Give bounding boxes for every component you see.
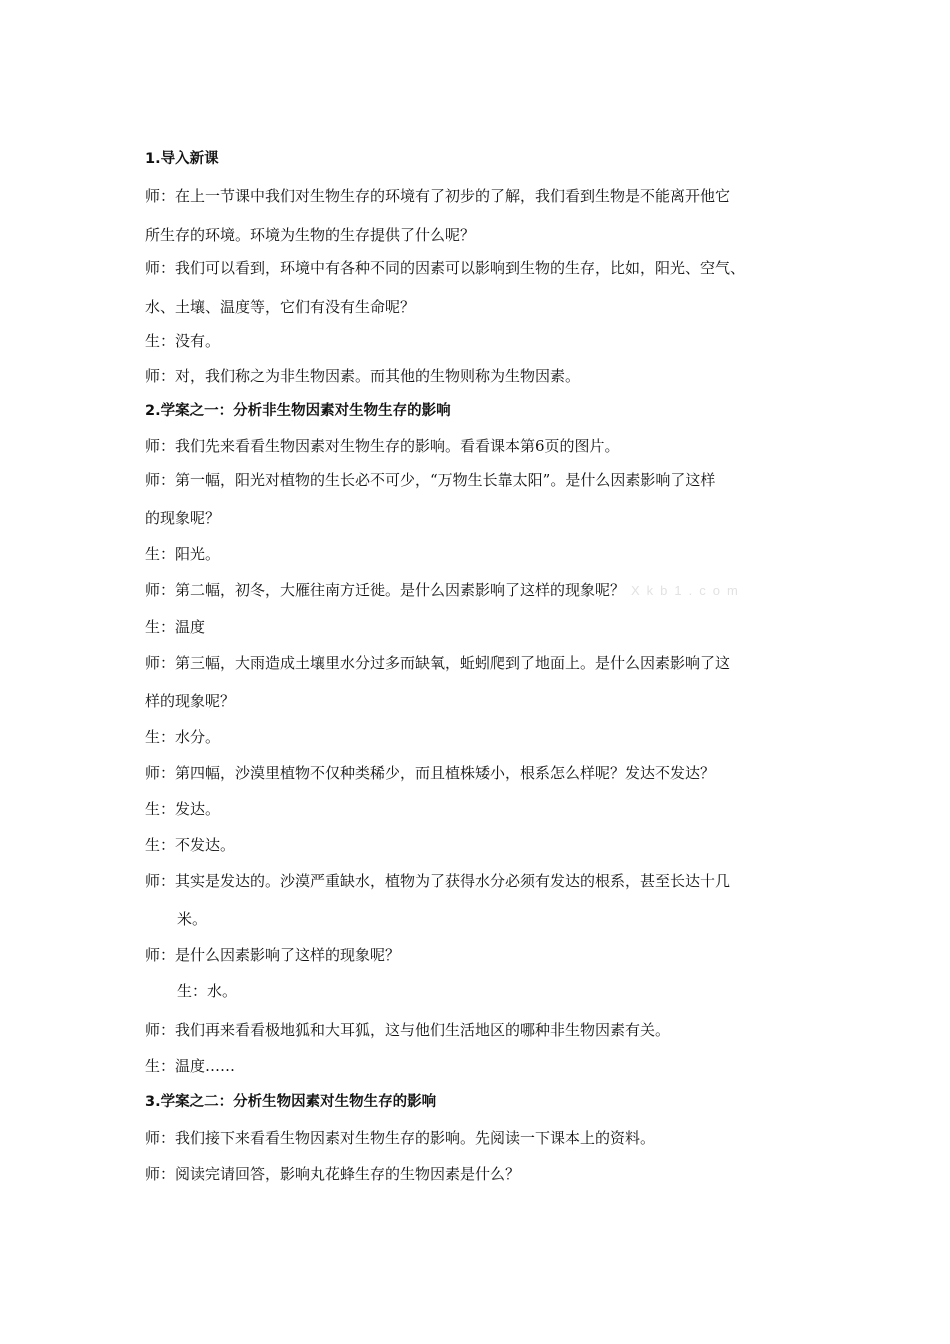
paragraph-line xyxy=(145,1162,810,1186)
line-text: 师：其实是发达的。沙漠严重缺水，植物为了获得水分必须有发达的根系，甚至长达十几 xyxy=(145,872,731,890)
paragraph-line xyxy=(145,223,810,247)
line-text: 生：温度…… xyxy=(145,1057,236,1075)
line-text: 2.学案之一：分析非生物因素对生物生存的影响 xyxy=(145,403,451,419)
watermark-text: Xkb1.com xyxy=(631,583,745,598)
paragraph-line xyxy=(145,468,810,492)
paragraph-line xyxy=(145,761,810,785)
document-body xyxy=(145,147,810,1186)
line-text: 的现象呢？ xyxy=(145,509,221,527)
line-text: 生：阳光。 xyxy=(145,545,221,563)
line-text: 生：发达。 xyxy=(145,800,221,818)
paragraph-line xyxy=(145,797,810,821)
paragraph-line xyxy=(145,364,810,388)
paragraph-line xyxy=(145,689,810,713)
paragraph-line xyxy=(145,542,810,566)
line-text: 师：我们接下来看看生物因素对生物生存的影响。先阅读一下课本上的资料。 xyxy=(145,1129,656,1147)
line-text: 生：不发达。 xyxy=(145,836,236,854)
paragraph-line xyxy=(145,506,810,530)
paragraph-line xyxy=(145,869,810,893)
paragraph-line xyxy=(145,651,810,675)
line-text: 师：第二幅，初冬，大雁往南方迁徙。是什么因素影响了这样的现象呢？ xyxy=(145,581,626,599)
paragraph-line xyxy=(145,295,810,319)
paragraph-line xyxy=(145,979,810,1003)
paragraph-line xyxy=(145,329,810,353)
section-heading xyxy=(145,1090,810,1114)
paragraph-line xyxy=(145,615,810,639)
line-text: 水、土壤、温度等，它们有没有生命呢？ xyxy=(145,298,416,316)
line-text: 师：阅读完请回答，影响丸花蜂生存的生物因素是什么？ xyxy=(145,1165,521,1183)
line-text: 所生存的环境。环境为生物的生存提供了什么呢？ xyxy=(145,226,476,244)
line-text: 师：我们先来看看生物因素对生物生存的影响。看看课本第6页的图片。 xyxy=(145,437,620,455)
line-text: 1.导入新课 xyxy=(145,151,219,167)
paragraph-line xyxy=(145,1054,810,1078)
section-heading xyxy=(145,147,810,171)
section-heading xyxy=(145,399,810,423)
line-text: 生：水。 xyxy=(177,982,238,1000)
paragraph-line xyxy=(145,943,810,967)
paragraph-line xyxy=(145,907,810,931)
line-text: 师：在上一节课中我们对生物生存的环境有了初步的了解，我们看到生物是不能离开他它 xyxy=(145,187,731,205)
line-text: 生：温度 xyxy=(145,618,206,636)
line-text: 师：我们可以看到，环境中有各种不同的因素可以影响到生物的生存，比如，阳光、空气、 xyxy=(145,259,746,277)
line-text: 米。 xyxy=(177,910,208,928)
line-text: 师：对，我们称之为非生物因素。而其他的生物则称为生物因素。 xyxy=(145,367,581,385)
paragraph-line xyxy=(145,578,810,603)
paragraph-line xyxy=(145,184,810,208)
line-text: 师：第三幅，大雨造成土壤里水分过多而缺氧，蚯蚓爬到了地面上。是什么因素影响了这 xyxy=(145,654,731,672)
line-text: 3.学案之二：分析生物因素对生物生存的影响 xyxy=(145,1094,437,1110)
line-text: 师：是什么因素影响了这样的现象呢？ xyxy=(145,946,401,964)
paragraph-line xyxy=(145,434,810,458)
line-text: 师：第一幅，阳光对植物的生长必不可少，“万物生长靠太阳”。是什么因素影响了这样 xyxy=(145,471,716,489)
paragraph-line xyxy=(145,833,810,857)
paragraph-line xyxy=(145,256,810,280)
line-text: 生：没有。 xyxy=(145,332,221,350)
line-text: 生：水分。 xyxy=(145,728,221,746)
line-text: 师：第四幅，沙漠里植物不仅种类稀少，而且植株矮小，根系怎么样呢？发达不发达？ xyxy=(145,764,716,782)
paragraph-line xyxy=(145,1018,810,1042)
line-text: 师：我们再来看看极地狐和大耳狐，这与他们生活地区的哪种非生物因素有关。 xyxy=(145,1021,671,1039)
line-text: 样的现象呢？ xyxy=(145,692,236,710)
paragraph-line xyxy=(145,725,810,749)
paragraph-line xyxy=(145,1126,810,1150)
